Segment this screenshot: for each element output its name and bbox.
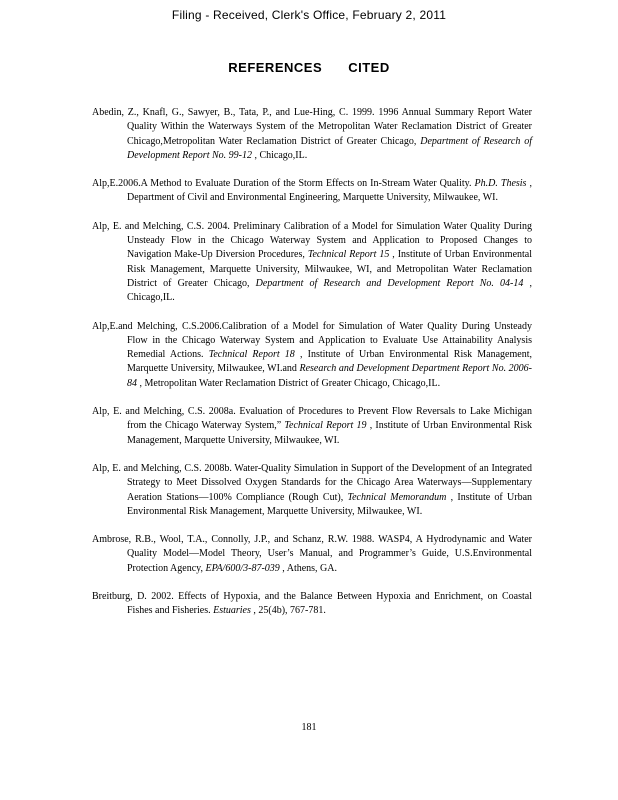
page-number: 181 <box>301 722 317 733</box>
reference-entry <box>92 462 532 519</box>
page-title: REFERENCES CITED <box>228 60 390 75</box>
reference-text: Breitburg, D. 2002. Effects of Hypoxia, and the Balance Between Hypoxia and Enrichment, on Coastal Fishes and Fisheries. <box>92 591 532 617</box>
reference-text: Alp,E.2006.A Method to Evaluate Duration of the Storm Effects on In-Stream Water Quality. <box>92 178 475 190</box>
reference-text: , 25(4b), 767-781. <box>250 605 326 617</box>
reference-entry <box>92 106 532 163</box>
reference-publication: Technical Report 19 <box>284 420 367 432</box>
reference-text: Alp, E. and Melching, C.S. 2004. Preliminary Calibration of a Model for Simulation Water Quality During Unsteady Flow in the Chicago Waterway System and Application to Proposed Changes to Navigation Make-Up Diversion Procedures, <box>92 220 532 261</box>
reference-publication: Estuaries <box>213 605 251 617</box>
reference-publication: Technical Report 18 <box>208 349 295 361</box>
reference-text: Ambrose, R.B., Wool, T.A., Connolly, J.P., and Schanz, R.W. 1988. WASP4, A Hydrodynamic and Water Quality Model—Model Theory, User’s Manual, and Programmer’s Guide, U.S.Environmental Protection Agency, <box>92 534 532 574</box>
reference-text: , Chicago,IL. <box>127 277 532 304</box>
reference-publication: EPA/600/3-87-039 <box>205 562 280 574</box>
reference-text: , Chicago,IL. <box>251 149 308 161</box>
reference-text: , Institute of Urban Environmental Risk Management, Marquette University, Milwaukee, WI.and <box>127 349 532 375</box>
page-header: Filing - Received, Clerk's Office, February 2, 2011 <box>171 8 447 22</box>
reference-list <box>92 106 532 633</box>
reference-text: , Metropolitan Water Reclamation District of Greater Chicago, Chicago,IL. <box>137 377 441 389</box>
reference-publication: Technical Report 15 <box>307 249 390 261</box>
reference-entry <box>92 220 532 306</box>
reference-text: Alp, E. and Melching, C.S. 2008b. Water-Quality Simulation in Support of the Development of an Integrated Strategy to Meet Dissolved Oxygen Standards for the Chicago Area Waterways—Supplementary Aeration Stations—100% Compliance (Rough Cut), <box>92 462 532 503</box>
reference-publication: Technical Memorandum <box>347 491 447 503</box>
reference-text: , Institute of Urban Environmental Risk Management, Marquette University, Milwaukee, WI. <box>127 491 533 517</box>
reference-entry <box>92 177 532 206</box>
reference-publication: Department of Research of Development Report No. 99-12 <box>127 135 532 161</box>
reference-text: Abedin, Z., Knafl, G., Sawyer, B., Tata, P., and Lue-Hing, C. 1999. 1996 Annual Summary Report Water Quality Within the Waterways System of the Metropolitan Water Reclamation District of Greater Chicago,Metropolitan Water Reclamation District of Greater Chicago, <box>92 107 532 147</box>
reference-text: , Athens, GA. <box>279 562 338 574</box>
reference-entry <box>92 320 532 391</box>
reference-entry <box>92 533 532 576</box>
reference-text: , Institute of Urban Environmental Risk Management, Marquette University, Milwaukee, WI, and Metropolitan Water Reclamation District of Greater Chicago, <box>127 249 533 289</box>
reference-entry <box>92 405 532 448</box>
reference-text: Alp,E.and Melching, C.S.2006.Calibration of a Model for Simulation of Water Quality During Unsteady Flow in the Chicago Waterway System and Application to Evaluate Use Attainability Analysis Remedial Actions. <box>92 320 532 361</box>
reference-entry <box>92 590 532 619</box>
reference-publication: Research and Development Department Report No. 2006-84 <box>127 363 532 389</box>
reference-publication: Department of Research and Development Report No. 04-14 <box>255 277 524 289</box>
reference-text: Alp, E. and Melching, C.S. 2008a. Evaluation of Procedures to Prevent Flow Reversals to Lake Michigan from the Chicago Waterway System,” <box>92 406 532 432</box>
reference-text: , Department of Civil and Environmental Engineering, Marquette University, Milwaukee, WI. <box>127 178 532 204</box>
reference-publication: Ph.D. Thesis <box>474 178 527 190</box>
reference-text: , Institute of Urban Environmental Risk Management, Marquette University, Milwaukee, WI. <box>127 420 532 446</box>
